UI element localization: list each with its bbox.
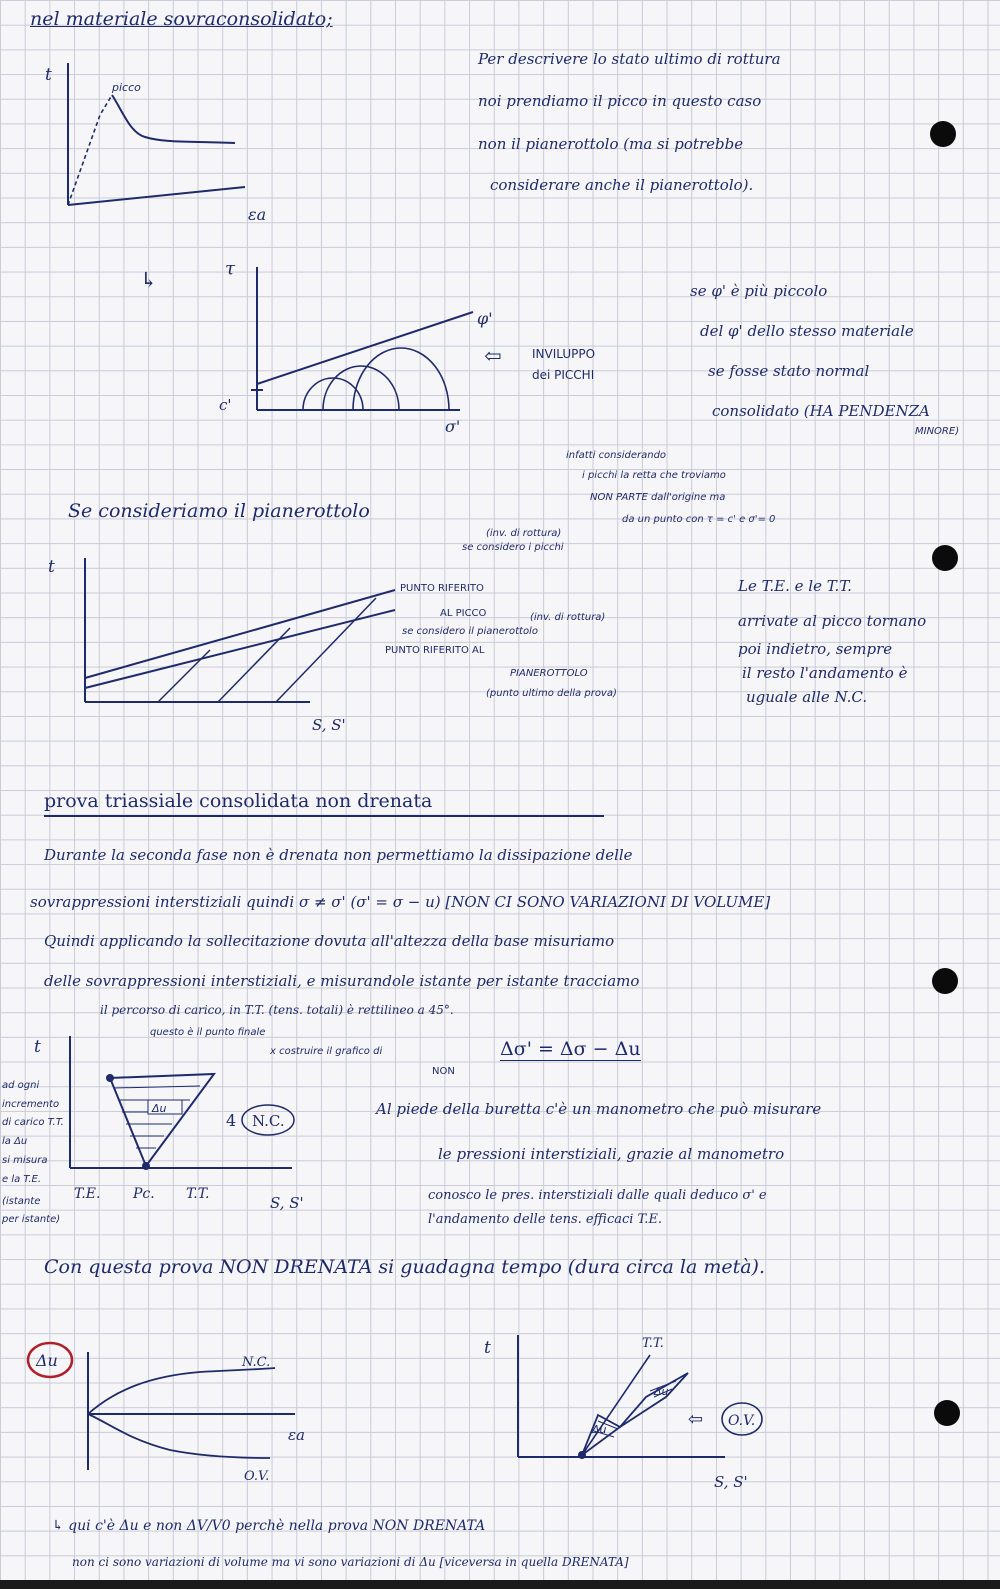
graph4-x-label: S, S' — [270, 1194, 304, 1212]
page-title: nel materiale sovraconsolidato; — [30, 8, 333, 30]
note-line: Le T.E. e le T.T. — [738, 577, 852, 595]
note-line: arrivate al picco tornano — [738, 612, 927, 630]
arrow-icon: ↳ — [140, 268, 158, 292]
graph3-x-label: S, S' — [312, 716, 346, 734]
paragraph-line: delle sovrappressioni interstiziali, e misurandole istante per istante tracciamo — [44, 972, 640, 990]
punch-hole — [932, 968, 958, 994]
paragraph-line: Durante la seconda fase non è drenata non permettiamo la dissipazione delle — [44, 846, 633, 864]
page-bottom-edge — [0, 1580, 1000, 1589]
side-note: incremento — [2, 1099, 60, 1110]
pore-pressure-graph — [20, 1340, 330, 1490]
graph3-y-label: t — [48, 557, 55, 577]
side-note: per istante) — [2, 1214, 61, 1225]
mohr-envelope-graph — [215, 258, 493, 437]
left-arrow-icon: ⇦ — [484, 344, 502, 368]
envelope-label: INVILUPPO — [532, 347, 596, 361]
note-line: considerare anche il pianerottolo). — [490, 176, 754, 194]
graph-label: se considero i picchi — [462, 542, 564, 553]
graph6-tt-label: T.T. — [642, 1336, 664, 1351]
graph5-x-label: εa — [288, 1426, 305, 1444]
svg-text:4: 4 — [226, 1111, 237, 1130]
graph5-ov-label: O.V. — [244, 1469, 270, 1484]
paragraph-line: sovrappressioni interstiziali quindi σ ≠ σ' (σ' = σ − u) [NON CI SONO VARIAZIONI DI VOLUME] — [30, 893, 771, 911]
conclusion: Con questa prova NON DRENATA si guadagna tempo (dura circa la metà). — [44, 1256, 765, 1278]
note-line: poi indietro, sempre — [738, 640, 893, 658]
side-note: ad ogni — [2, 1080, 40, 1091]
paragraph-line: il percorso di carico, in T.T. (tens. totali) è rettilineo a 45°. — [100, 1003, 454, 1017]
plateau-envelope-graph — [40, 550, 400, 740]
graph6-ov-label: O.V. — [728, 1413, 756, 1429]
note-line: Al piede della buretta c'è un manometro che può misurare — [376, 1100, 822, 1118]
graph6-x-label: S, S' — [714, 1473, 748, 1491]
stress-strain-graph — [40, 55, 270, 230]
note-line: non il pianerottolo (ma si potrebbe — [478, 135, 744, 153]
graph6-du2-label: Δu — [654, 1385, 669, 1398]
graph1-y-label: t — [45, 65, 52, 85]
formula: Δσ' = Δσ − Δu — [500, 1038, 641, 1060]
note-line: le pressioni interstiziali, grazie al manometro — [438, 1145, 785, 1163]
note-line: noi prendiamo il picco in questo caso — [478, 92, 762, 110]
graph4-du-label: Δu — [152, 1102, 167, 1115]
note-line: se φ' è più piccolo — [690, 282, 828, 300]
graph1-peak-label: picco — [112, 81, 141, 94]
punch-hole — [932, 545, 958, 571]
side-note: si misura — [2, 1155, 48, 1166]
envelope-label: dei PICCHI — [532, 368, 595, 382]
bottom-note: ↳ qui c'è Δu e non ΔV/V0 perchè nella prova NON DRENATA — [52, 1518, 486, 1534]
graph5-y-label: Δu — [36, 1351, 58, 1370]
graph4-tt-label: T.T. — [186, 1186, 210, 1202]
graph4-te-label: T.E. — [74, 1186, 101, 1202]
punch-hole — [934, 1400, 960, 1426]
graph-label: (inv. di rottura) — [530, 612, 606, 623]
note-line: l'andamento delle tens. efficaci T.E. — [428, 1212, 663, 1227]
note-line: se fosse stato normal — [708, 362, 870, 380]
note-line: del φ' dello stesso materiale — [700, 322, 914, 340]
note-line: NON PARTE dall'origine ma — [590, 492, 726, 503]
graph-label: se considero il pianerottolo — [402, 626, 538, 637]
graph-label: (punto ultimo della prova) — [486, 688, 617, 699]
note-line: il resto l'andamento è — [742, 664, 908, 682]
side-note: di carico T.T. — [2, 1117, 64, 1128]
note-line: infatti considerando — [566, 450, 667, 461]
graph4-pc-label: Pc. — [133, 1186, 155, 1202]
punch-hole — [930, 121, 956, 147]
graph2-x-label: σ' — [445, 417, 461, 436]
note-line: da un punto con τ = c' e σ'= 0 — [622, 514, 776, 525]
graph2-phi-label: φ' — [477, 309, 493, 328]
note-line: i picchi la retta che troviamo — [582, 470, 726, 481]
paragraph-line: Quindi applicando la sollecitazione dovuta all'altezza della base misuriamo — [44, 932, 615, 950]
graph4-nc-label: N.C. — [252, 1112, 285, 1130]
graph-label: (inv. di rottura) — [486, 528, 562, 539]
graph1-x-label: εa — [248, 205, 267, 224]
note-line: conosco le pres. interstiziali dalle quali deduco σ' e — [428, 1188, 767, 1203]
overconsolidated-path-graph — [470, 1325, 790, 1510]
graph-label: PUNTO RIFERITO — [400, 583, 484, 594]
graph2-y-label: τ — [225, 258, 235, 279]
bottom-note: non ci sono variazioni di volume ma vi sono variazioni di Δu [viceversa in quella DRENATA] — [72, 1555, 629, 1569]
note-line: consolidato (HA PENDENZA — [712, 402, 930, 420]
build-note: x costruire il grafico di — [270, 1046, 383, 1057]
graph2-c-label: c' — [219, 396, 232, 414]
graph5-nc-label: N.C. — [242, 1355, 271, 1370]
graph4-y-label: t — [34, 1037, 41, 1057]
note-line: MINORE) — [915, 426, 960, 437]
graph-label: AL PICCO — [440, 608, 487, 619]
svg-text:⇦: ⇦ — [688, 1409, 704, 1430]
section-heading: Se consideriamo il pianerottolo — [68, 500, 370, 522]
peak-note: questo è il punto finale — [150, 1027, 266, 1038]
graph-label: PUNTO RIFERITO AL — [385, 645, 485, 656]
side-note: (istante — [2, 1196, 41, 1207]
graph6-du1-label: Δu — [592, 1423, 607, 1436]
section-heading: prova triassiale consolidata non drenata — [44, 790, 604, 817]
note-line: uguale alle N.C. — [746, 688, 868, 706]
graph-label: PIANEROTTOLO — [510, 668, 588, 679]
side-note: e la T.E. — [2, 1174, 42, 1185]
formula-sub: NON — [432, 1066, 455, 1077]
side-note: la Δu — [2, 1136, 28, 1147]
graph6-y-label: t — [484, 1338, 491, 1358]
note-line: Per descrivere lo stato ultimo di rottura — [478, 50, 781, 68]
